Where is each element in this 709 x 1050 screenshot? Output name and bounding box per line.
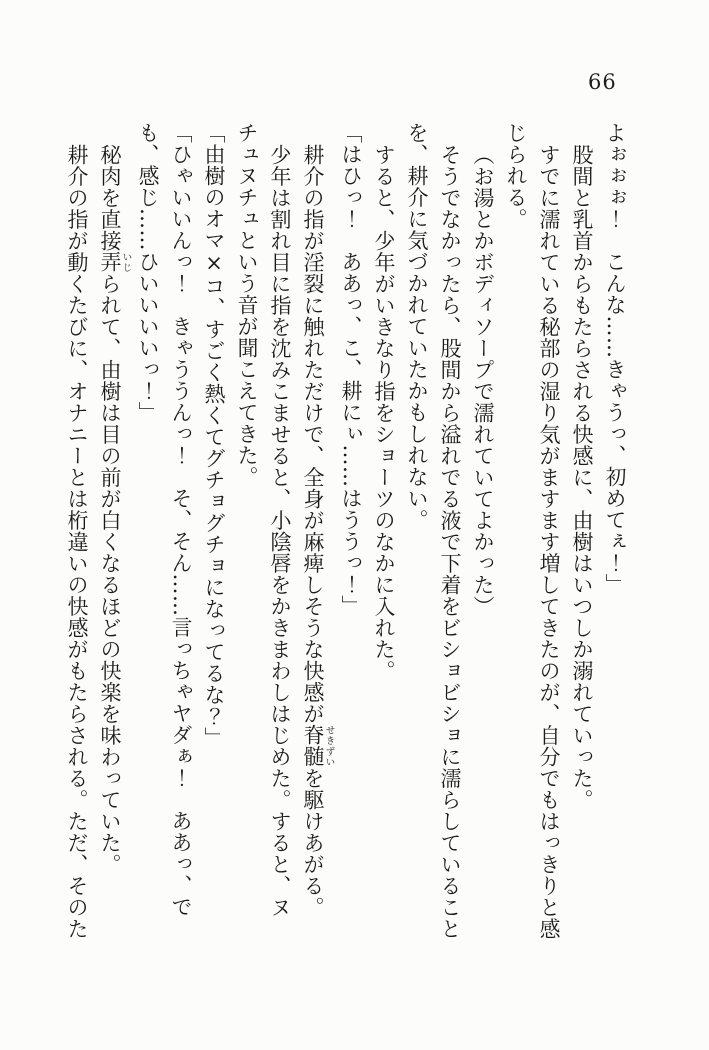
paragraph: 股間と乳首からもたらされる快感に、由樹はいつしか溺れていった。	[570, 143, 594, 810]
page-number: 66	[588, 70, 617, 94]
paragraph: （お湯とかボディソープで濡れていてよかった）	[471, 143, 495, 617]
paragraph: 少年は割れ目に指を沈みこませると、小陰唇をかきまわしはじめた。すると、ヌチュヌチュという音が聞こえてきた。	[235, 122, 292, 918]
paragraph: すでに濡れている秘部の湿り気がますます増してきたのが、自分でもはっきりと感じられる。	[504, 122, 561, 939]
paragraph: 耕介の指が淫裂に触れただけで、全身が麻痺しそうな快感が脊髄せきずいを駆けあがる。	[301, 143, 335, 918]
paragraph: 「ひゃいいんっ！ きゃううんっ！ そ、そん……言っちゃヤダぁ！ ああっ、でも、感じ……ひいいいいっ！」	[136, 122, 193, 918]
paragraph: そうでなかったら、股間から溢れでる液で下着をビショビショに濡らしていることを、耕介に気づかれていたかもしれない。	[405, 122, 462, 939]
paragraph: 「はひっ！ ああっ、こ、耕にぃ……はううっ！」	[339, 122, 363, 617]
paragraph: すると、少年がいきなり指をショーツのなかに入れた。	[372, 143, 396, 681]
furigana-text: いじ	[120, 251, 132, 273]
furigana-ruby: 脊髄せきずい	[301, 724, 335, 767]
paragraph: 耕介の指が動くたびに、オナニーとは桁違いの快感がもたらされる。ただ、そのた	[65, 143, 89, 939]
furigana-ruby: 弄いじ	[98, 251, 132, 273]
paragraph: 秘肉を直接弄いじられて、由樹は目の前が白くなるほどの快楽を味わっていた。	[98, 143, 132, 875]
paragraph: よぉぉぉ！ こんな……きゃうっ、初めてぇ！」	[603, 122, 627, 595]
furigana-text: せきずい	[323, 724, 335, 767]
body-text	[60, 122, 631, 942]
paragraph: 「由樹のオマ×コ、すごく熱くてグチョグチョになってるな？」	[202, 122, 226, 749]
